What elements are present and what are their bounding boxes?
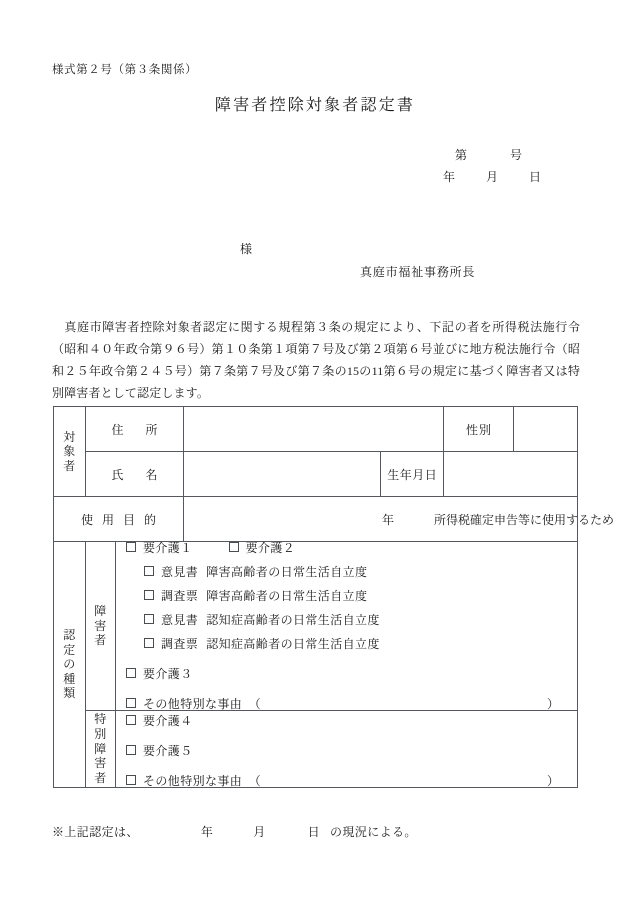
checkbox-label-other-reason-disabled: その他特別な事由 （ xyxy=(143,697,262,711)
table-row-purpose xyxy=(54,497,578,542)
special-disabled-label-char-2: 別 xyxy=(94,727,107,742)
subject-vertical-label xyxy=(54,407,86,497)
birthdate-label: 生年月日 xyxy=(381,452,444,497)
name-value-field[interactable] xyxy=(184,452,381,497)
special-disabled-label-char-5: 者 xyxy=(94,770,107,785)
issuer-name: 真庭市福祉事務所長 xyxy=(360,265,476,279)
table-row-disabled xyxy=(54,542,578,711)
subject-label-char-3: 者 xyxy=(63,458,76,473)
subject-label-char-1: 対 xyxy=(63,429,76,444)
checkbox-doc-ikensho-shogai: 意見書 xyxy=(161,565,199,579)
checkbox-row-other-reason-special xyxy=(116,775,577,787)
date-year-label: 年 xyxy=(443,170,457,184)
disabled-checklist xyxy=(116,542,578,711)
number-label: 第 xyxy=(455,148,469,162)
disabled-vertical-label xyxy=(86,542,116,711)
checkbox-row-yokaigo-4 xyxy=(116,715,577,727)
checkbox-row-yokaigo-3 xyxy=(116,668,577,680)
checkbox-row-yokaigo-5 xyxy=(116,745,577,757)
checkbox-row-chosahyo-shogai xyxy=(116,590,577,602)
table-row-name xyxy=(54,452,578,497)
gender-label: 性別 xyxy=(444,407,514,452)
category-label-char-5: 類 xyxy=(63,686,76,701)
checkbox-label-yokaigo-3: 要介護３ xyxy=(143,667,193,681)
special-disabled-label-char-1: 特 xyxy=(94,712,107,727)
checkbox-doc-chosahyo-shogai: 調査票 xyxy=(161,589,199,603)
special-disabled-vertical-label xyxy=(86,711,116,788)
date-month-label: 月 xyxy=(486,170,500,184)
special-disabled-label-char-4: 害 xyxy=(94,756,107,771)
address-label: 住 所 xyxy=(86,407,184,452)
checkbox-label-yokaigo-4: 要介護４ xyxy=(143,714,193,728)
special-disabled-label-char-3: 障 xyxy=(94,741,107,756)
checkbox-yokaigo-3[interactable] xyxy=(126,668,136,678)
body-line-1: 真庭市障害者控除対象者認定に関する規程第３条の規定により、下記の者を所得税法施行令（昭 xyxy=(52,320,580,356)
checkbox-label-chosahyo-shogai: 障害高齢者の日常生活自立度 xyxy=(206,589,368,603)
checkbox-label-ikensho-ninchisho: 認知症高齢者の日常生活自立度 xyxy=(206,613,380,627)
disabled-label-char-3: 者 xyxy=(94,633,107,648)
issue-date-line xyxy=(443,168,542,185)
checkbox-label-yokaigo-1: 要介護１ xyxy=(143,541,193,555)
addressee-honorific: 様 xyxy=(240,242,253,256)
document-number-line xyxy=(455,146,523,163)
purpose-text: 所得税確定申告等に使用するため xyxy=(434,512,615,527)
checkbox-row-other-reason-disabled xyxy=(116,698,577,710)
checkbox-yokaigo-5[interactable] xyxy=(126,745,136,755)
body-line-2: 和４０年政令第９６号）第１０条第１項第７号及び第２項第６号並びに地方税法施行令（昭和２５ xyxy=(52,342,580,378)
birthdate-value-field[interactable] xyxy=(444,452,578,497)
checkbox-chosahyo-ninchisho[interactable] xyxy=(144,638,154,648)
number-unit: 号 xyxy=(510,148,524,162)
checkbox-label-chosahyo-ninchisho: 認知症高齢者の日常生活自立度 xyxy=(206,637,380,651)
checkbox-row-chosahyo-ninchisho xyxy=(116,638,577,650)
disabled-label-char-2: 害 xyxy=(94,618,107,633)
body-paragraph xyxy=(52,316,580,404)
checkbox-doc-ikensho-ninchisho: 意見書 xyxy=(161,613,199,627)
subject-label-char-2: 象 xyxy=(63,444,76,459)
checkbox-label-ikensho-shogai: 障害高齢者の日常生活自立度 xyxy=(206,565,368,579)
body-line-4: として認定します。 xyxy=(100,386,210,400)
table-row-special-disabled xyxy=(54,711,578,788)
checkbox-yokaigo-1[interactable] xyxy=(126,542,136,552)
name-label: 氏 名 xyxy=(86,452,184,497)
checkbox-row-ikensho-ninchisho xyxy=(116,614,577,626)
page-title: 障害者控除対象者認定書 xyxy=(214,97,416,114)
purpose-value[interactable] xyxy=(184,497,615,542)
checkbox-other-reason-special[interactable] xyxy=(126,775,136,785)
other-reason-disabled-close-paren: ） xyxy=(547,697,560,711)
purpose-label: 使用目的 xyxy=(54,497,184,542)
gender-value-field[interactable] xyxy=(514,407,578,452)
checkbox-yokaigo-4[interactable] xyxy=(126,715,136,725)
address-value-field[interactable] xyxy=(184,407,444,452)
footnote-month: 月 xyxy=(253,825,266,839)
footnote-year: 年 xyxy=(200,825,214,839)
category-label-char-2: 定 xyxy=(63,642,76,657)
checkbox-row-yokaigo-1-2 xyxy=(116,542,577,554)
checkbox-row-ikensho-shogai xyxy=(116,566,577,578)
checkbox-ikensho-shogai[interactable] xyxy=(144,566,154,576)
body-line-3: 年政令第２４５号）第７条第７号及び第７条の15の11第６号の規定に基づく障害者又は特別障害者 xyxy=(52,364,580,400)
checkbox-label-other-reason-special: その他特別な事由 （ xyxy=(143,774,262,788)
checkbox-doc-chosahyo-ninchisho: 調査票 xyxy=(161,637,199,651)
checkbox-label-yokaigo-5: 要介護５ xyxy=(143,744,193,758)
disabled-label-char-1: 障 xyxy=(94,604,107,619)
footnote-suffix: の現況による。 xyxy=(330,825,417,839)
table-row-address xyxy=(54,407,578,452)
category-label-char-1: 認 xyxy=(63,627,76,642)
footnote-day: 日 xyxy=(307,825,321,839)
checkbox-chosahyo-shogai[interactable] xyxy=(144,590,154,600)
category-label-char-3: の xyxy=(63,657,76,672)
footnote xyxy=(52,823,417,840)
checkbox-label-yokaigo-2: 要介護２ xyxy=(245,541,296,555)
checkbox-yokaigo-2[interactable] xyxy=(229,542,239,552)
checkbox-other-reason-disabled[interactable] xyxy=(126,698,136,708)
form-number: 様式第２号（第３条関係） xyxy=(52,64,198,76)
certification-table xyxy=(53,406,615,788)
checkbox-ikensho-ninchisho[interactable] xyxy=(144,614,154,624)
date-day-label: 日 xyxy=(529,170,543,184)
category-label-char-4: 種 xyxy=(63,671,76,686)
special-disabled-checklist xyxy=(116,711,578,788)
purpose-year-label: 年 xyxy=(382,512,395,527)
category-vertical-label xyxy=(54,542,86,788)
footnote-prefix: ※上記認定は、 xyxy=(52,825,139,839)
other-reason-special-close-paren: ） xyxy=(547,774,560,788)
